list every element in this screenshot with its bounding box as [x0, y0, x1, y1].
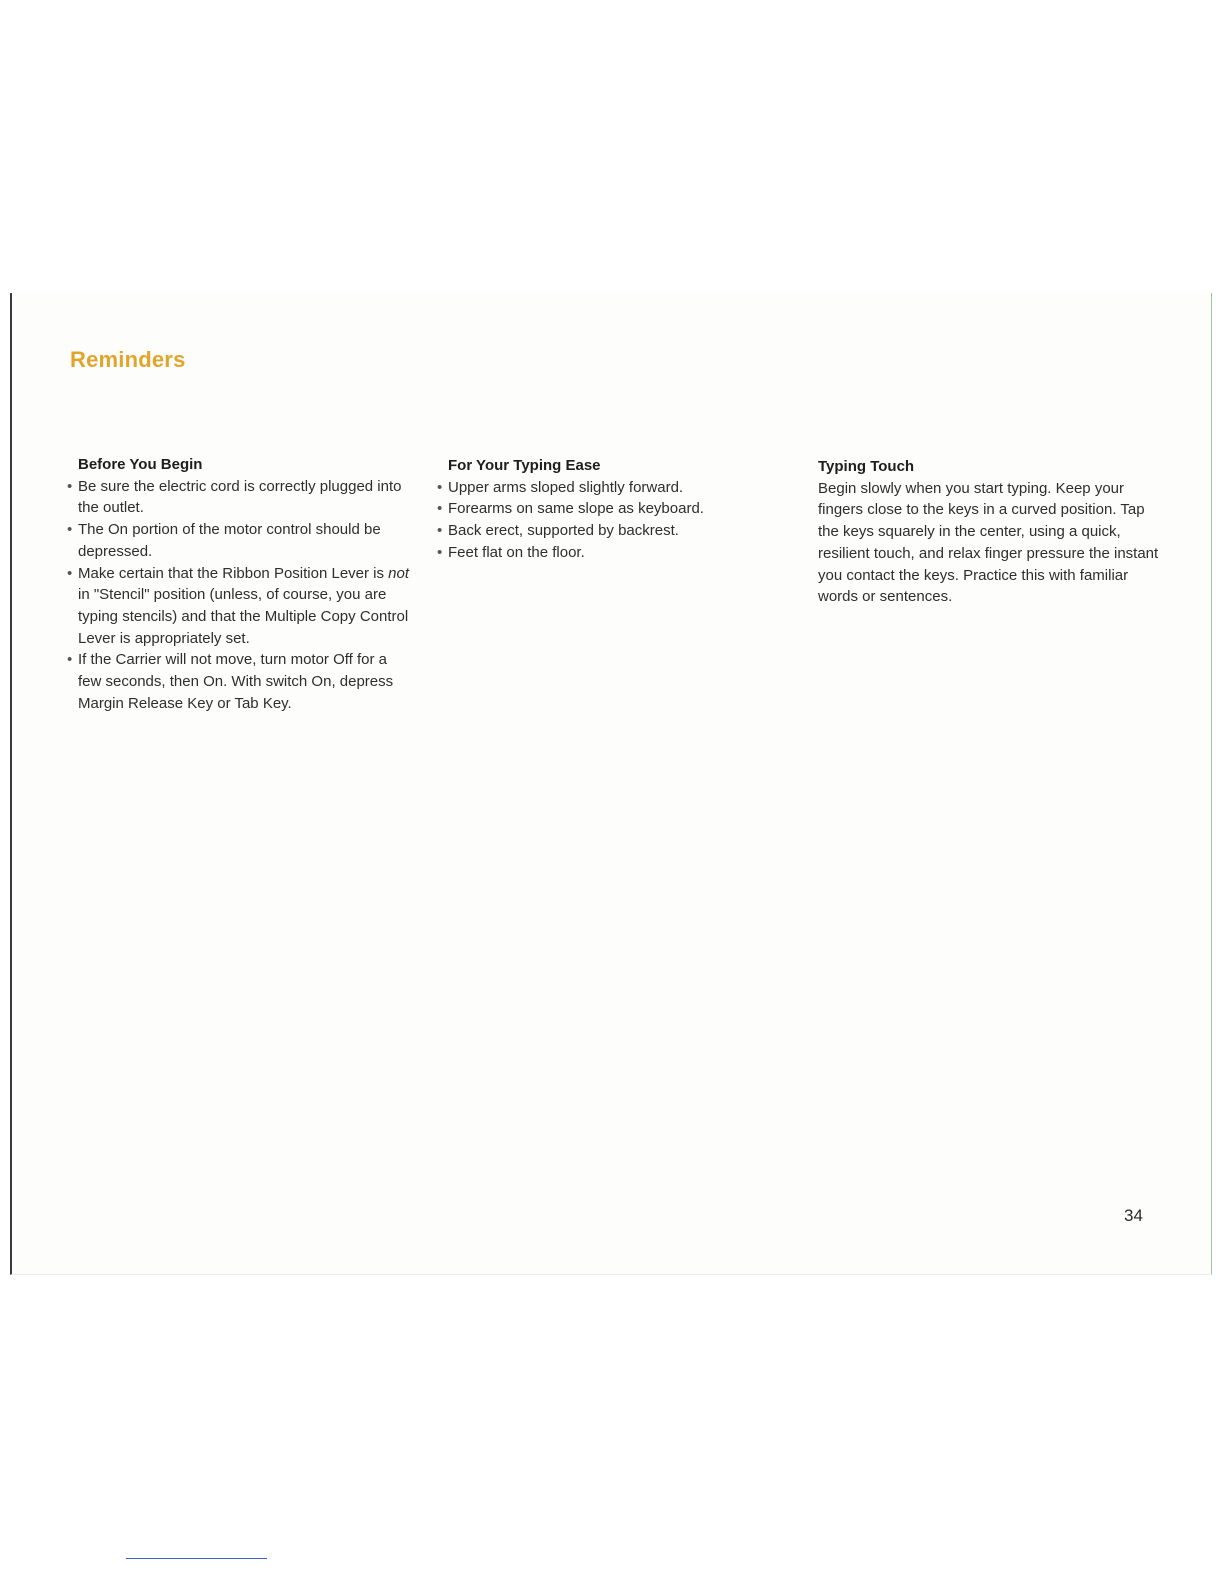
page-number: 34 — [1124, 1206, 1143, 1225]
list-item: • Back erect, supported by backrest. — [437, 520, 767, 542]
list-item-text: Make certain that the Ribbon Position Lever is — [78, 564, 389, 582]
page-title: Reminders — [70, 347, 186, 372]
list-item: • Feet flat on the floor. — [437, 542, 767, 564]
list-item: • Upper arms sloped slightly forward. — [437, 477, 767, 499]
list-item — [67, 563, 412, 650]
section-heading-typing-touch: Typing Touch — [818, 458, 915, 475]
bottom-rule — [126, 1558, 267, 1559]
list-item: • If the Carrier will not move, turn motor Off for a few seconds, then On. With switch On, depress Margin Release Key or Tab Key. — [67, 649, 412, 714]
list-item-text: in "Stencil" position (unless, of course, you are typing stencils) and that the Multiple Copy Control Lever is appropriately set. — [78, 586, 409, 647]
list-item: • Forearms on same slope as keyboard. — [437, 498, 767, 520]
emphasis-text: not — [388, 564, 410, 582]
typing-ease-list — [437, 477, 767, 564]
section-heading-before-you-begin: Before You Begin — [78, 456, 203, 473]
list-item: • Be sure the electric cord is correctly plugged into the outlet. — [67, 476, 412, 519]
section-typing-touch — [818, 456, 1163, 608]
section-typing-ease — [437, 455, 767, 564]
manual-page-sheet — [10, 293, 1212, 1275]
section-before-you-begin — [67, 454, 412, 714]
before-you-begin-list — [67, 476, 412, 715]
typing-touch-paragraph: Begin slowly when you start typing. Keep your fingers close to the keys in a curved position. Tap the keys squarely in the center, using a quick, resilient touch, and relax finger pressure the instant you contact the keys. Practice this with familiar words or sentences. — [818, 479, 1159, 606]
list-item: • The On portion of the motor control should be depressed. — [67, 519, 412, 562]
section-heading-typing-ease: For Your Typing Ease — [448, 457, 601, 474]
